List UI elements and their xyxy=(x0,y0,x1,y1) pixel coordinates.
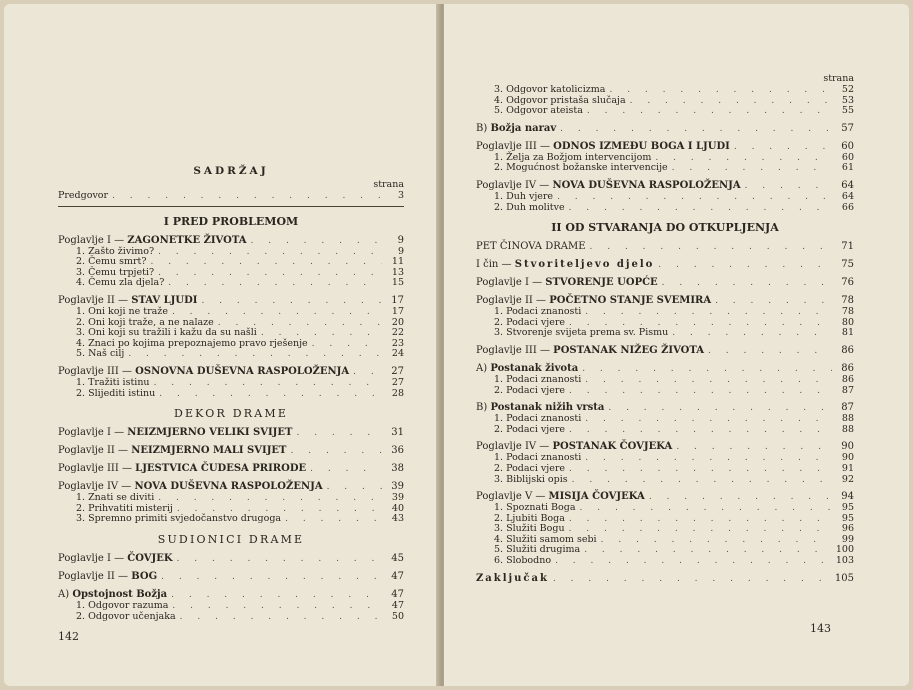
dot-leader xyxy=(585,453,832,464)
toc-subentry xyxy=(476,328,854,339)
entry-prefix: Poglavlje I — xyxy=(58,552,128,564)
entry-title: 1. Znati se diviti xyxy=(76,492,155,504)
entry-title: 5. Odgovor ateista xyxy=(494,105,583,117)
entry-label xyxy=(476,258,654,271)
entry-page-number: 78 xyxy=(841,295,854,307)
toc-entry xyxy=(58,462,404,475)
entry-page-number: 36 xyxy=(391,445,404,457)
entry-page-number: 60 xyxy=(841,151,854,163)
entry-title: 1. Duh vjere xyxy=(494,190,554,202)
entry-page-number: 23 xyxy=(391,337,404,349)
entry-prefix: Poglavlje I — xyxy=(58,427,128,439)
entry-page-number: 78 xyxy=(841,306,854,318)
dot-leader xyxy=(180,612,382,623)
toc-subentry xyxy=(476,475,854,486)
entry-page-number: 47 xyxy=(391,588,404,600)
entry-label xyxy=(58,444,287,457)
entry-title: OSNOVNA DUŠEVNA RASPOLOŽENJA xyxy=(135,365,350,377)
entry-prefix: I čin — xyxy=(476,259,515,271)
entry-page-number: 20 xyxy=(391,316,404,328)
entry-title: 1. Tražiti istinu xyxy=(76,376,150,388)
dot-leader xyxy=(161,571,382,584)
dot-leader xyxy=(580,503,832,514)
entry-page-number: 88 xyxy=(841,413,854,425)
entry-title: POSTANAK NIŽEG ŽIVOTA xyxy=(553,344,705,356)
entry-page-number: 88 xyxy=(841,423,854,435)
entry-page-number: 100 xyxy=(835,544,854,556)
entry-page-number: 22 xyxy=(391,327,404,339)
entry-page-number: 86 xyxy=(841,344,854,356)
toc-left-column xyxy=(58,164,404,622)
toc-entry xyxy=(476,240,854,253)
entry-label xyxy=(476,475,568,486)
entry-title: 2. Ljubiti Boga xyxy=(494,512,565,524)
dot-leader xyxy=(708,345,832,358)
toc-subentry xyxy=(58,612,404,623)
entry-page-number: 99 xyxy=(841,533,854,545)
entry-page-number: 86 xyxy=(841,362,854,374)
dot-leader xyxy=(585,307,832,318)
toc-entry xyxy=(476,276,854,289)
dot-leader xyxy=(572,475,832,486)
entry-page-number: 9 xyxy=(397,245,404,257)
toc-entries-left xyxy=(58,191,404,622)
entry-prefix: A) xyxy=(476,362,491,374)
section-heading: SUDIONICI DRAME xyxy=(157,532,305,546)
entry-page-number: 11 xyxy=(391,256,404,268)
entry-title: ČOVJEK xyxy=(127,552,173,564)
entry-title: 2. Podaci vjere xyxy=(494,316,566,328)
entry-label xyxy=(476,572,549,585)
dot-leader xyxy=(555,556,832,567)
dot-leader xyxy=(585,414,832,425)
dot-leader xyxy=(557,192,832,203)
entry-page-number: 13 xyxy=(391,266,404,278)
entry-page-number: 76 xyxy=(841,277,854,289)
toc-entry xyxy=(58,191,404,202)
entry-prefix: Poglavlje III — xyxy=(58,365,136,377)
entry-title: NEIZMJERNO MALI SVIJET xyxy=(131,445,287,457)
entry-title: 1. Spoznati Boga xyxy=(494,502,576,514)
entry-label xyxy=(58,570,157,583)
entry-label xyxy=(476,276,658,289)
entry-title: 1. Oni koji ne traže xyxy=(76,305,168,317)
entry-page-number: 91 xyxy=(841,462,854,474)
entry-title: 1. Podaci znanosti xyxy=(494,306,582,318)
entry-label xyxy=(58,389,155,400)
entry-page-number: 95 xyxy=(841,512,854,524)
entry-title: Božja narav xyxy=(490,122,557,134)
dot-leader xyxy=(569,386,832,397)
entry-title: 2. Podaci vjere xyxy=(494,462,566,474)
entry-page-number: 95 xyxy=(841,502,854,514)
entry-title: 3. Odgovor katolicizma xyxy=(494,84,606,95)
entry-page-number: 66 xyxy=(841,201,854,213)
entry-page-number: 47 xyxy=(391,570,404,582)
entry-page-number: 61 xyxy=(841,162,854,174)
toc-subentry xyxy=(58,514,404,525)
entry-title: 3. Spremno primiti svjedočanstvo drugoga xyxy=(76,513,282,525)
toc-entry xyxy=(476,572,854,585)
entry-prefix: B) xyxy=(476,402,491,414)
entry-title: Stvoriteljevo djelo xyxy=(514,259,655,271)
toc-subentry xyxy=(476,386,854,397)
entry-title: NOVA DUŠEVNA RASPOLOŽENJA xyxy=(552,179,741,191)
entry-prefix: A) xyxy=(58,588,73,600)
dot-leader xyxy=(150,257,382,268)
dot-leader xyxy=(569,524,832,535)
entry-prefix: Poglavlje III — xyxy=(58,463,136,475)
right-page xyxy=(444,4,909,686)
entry-page-number: 64 xyxy=(841,190,854,202)
entry-title: Predgovor xyxy=(58,190,109,201)
toc-subentry xyxy=(58,389,404,400)
entry-page-number: 27 xyxy=(391,365,404,377)
dot-leader xyxy=(172,601,382,612)
entry-title: ODNOS IZMEĐU BOGA I LJUDI xyxy=(553,140,730,152)
entry-title: 2. Slijediti istinu xyxy=(76,387,156,399)
toc-subentry xyxy=(58,349,404,360)
entry-page-number: 31 xyxy=(391,427,404,439)
entry-title: 2. Podaci vjere xyxy=(494,384,566,396)
entry-label xyxy=(476,328,668,339)
entry-page-number: 71 xyxy=(841,241,854,253)
dot-leader xyxy=(310,463,382,476)
entry-page-number: 28 xyxy=(391,387,404,399)
entry-prefix: Poglavlje V — xyxy=(476,491,549,503)
entry-page-number: 9 xyxy=(397,234,404,246)
dot-leader xyxy=(569,464,832,475)
entry-page-number: 81 xyxy=(841,327,854,339)
entry-prefix: Poglavlje IV — xyxy=(476,441,553,453)
dot-leader xyxy=(291,445,383,458)
entry-page-number: 52 xyxy=(841,84,854,95)
dot-leader xyxy=(177,553,382,566)
entry-page-number: 45 xyxy=(391,552,404,564)
entry-label xyxy=(476,240,586,253)
dot-leader xyxy=(609,85,832,96)
toc-right-column xyxy=(476,72,854,585)
entry-title: PET ČINOVA DRAME xyxy=(476,241,586,253)
entry-title: 5. Služiti drugima xyxy=(494,544,581,556)
dot-leader xyxy=(553,573,831,586)
entry-title: Opstojnost Božja xyxy=(72,588,168,600)
entry-page-number: 38 xyxy=(391,463,404,475)
dot-leader xyxy=(154,378,382,389)
entry-title: 1. Podaci znanosti xyxy=(494,413,582,425)
entry-page-number: 90 xyxy=(841,441,854,453)
dot-leader xyxy=(569,425,832,436)
entry-label xyxy=(58,612,176,623)
entry-label xyxy=(58,349,124,360)
dot-leader xyxy=(128,349,382,360)
entry-title: 2. Odgovor učenjaka xyxy=(76,610,176,622)
entry-title: 3. Stvorenje svijeta prema sv. Pismu xyxy=(494,327,669,339)
dot-leader xyxy=(158,493,382,504)
dot-leader xyxy=(560,123,832,136)
dot-leader xyxy=(587,106,832,117)
entry-title: MISIJA ČOVJEKA xyxy=(548,491,645,503)
entry-prefix: Poglavlje II — xyxy=(58,570,132,582)
section-heading: DEKOR DRAME xyxy=(173,407,289,421)
entry-prefix: Poglavlje II — xyxy=(58,445,132,457)
entry-prefix: B) xyxy=(476,122,491,134)
entry-label xyxy=(476,556,551,567)
entry-label xyxy=(58,426,292,439)
entry-title: 4. Čemu zla djela? xyxy=(76,277,165,289)
entry-title: 5. Naš cilj xyxy=(76,348,125,360)
toc-subentry xyxy=(58,278,404,289)
entry-title: 3. Biblijski opis xyxy=(494,473,568,485)
entry-title: 2. Duh molitve xyxy=(494,201,565,213)
entry-label xyxy=(58,552,173,565)
entry-prefix: Poglavlje III — xyxy=(476,344,554,356)
dot-leader xyxy=(158,268,382,279)
entry-prefix: Poglavlje IV — xyxy=(58,481,135,493)
entry-prefix: Poglavlje III — xyxy=(476,140,554,152)
entry-page-number: 17 xyxy=(391,305,404,317)
toc-subentry xyxy=(476,425,854,436)
entry-title: 1. Zašto živimo? xyxy=(76,245,155,257)
toc-title: SADRŽAJ xyxy=(193,165,269,177)
entry-page-number: 92 xyxy=(841,473,854,485)
entry-page-number: 57 xyxy=(841,122,854,134)
section-heading: II OD STVARANJA DO OTKUPLJENJA xyxy=(551,221,779,235)
toc-entry xyxy=(58,444,404,457)
toc-entry xyxy=(58,426,404,439)
dot-leader xyxy=(658,259,832,272)
entry-label xyxy=(476,386,565,397)
dot-leader xyxy=(662,277,832,290)
entry-page-number: 94 xyxy=(841,491,854,503)
entry-label xyxy=(58,514,281,525)
dot-leader xyxy=(655,153,832,164)
entry-label xyxy=(476,203,565,214)
entry-page-number: 40 xyxy=(391,502,404,514)
entry-title: 2. Podaci vjere xyxy=(494,423,566,435)
dot-leader xyxy=(584,545,832,556)
entry-title: 3. Čemu trpjeti? xyxy=(76,266,155,278)
entry-page-number: 105 xyxy=(834,572,854,584)
dot-leader xyxy=(569,203,832,214)
entry-title: POČETNO STANJE SVEMIRA xyxy=(549,295,712,307)
entry-label xyxy=(58,278,164,289)
entry-label xyxy=(476,344,704,357)
entry-prefix: Poglavlje II — xyxy=(58,294,132,306)
dot-leader xyxy=(601,535,832,546)
toc-subentry xyxy=(476,556,854,567)
entry-prefix: Poglavlje IV — xyxy=(476,179,553,191)
entry-title: Zaključak xyxy=(476,572,549,584)
entry-page-number: 50 xyxy=(391,610,404,622)
entry-page-number: 64 xyxy=(841,179,854,191)
toc-subentry xyxy=(476,163,854,174)
toc-subentry xyxy=(476,106,854,117)
toc-entry xyxy=(476,344,854,357)
entry-title: BOG xyxy=(131,570,158,582)
entry-label xyxy=(58,462,306,475)
section-heading: I PRED PROBLEMOM xyxy=(163,214,299,228)
entry-label xyxy=(58,191,108,202)
entry-page-number: 86 xyxy=(841,373,854,385)
entry-title: 3. Oni koji su tražili i kažu da su našli xyxy=(76,327,257,339)
entry-page-number: 39 xyxy=(391,492,404,504)
entry-title: 6. Slobodno xyxy=(494,555,552,567)
dot-leader xyxy=(312,339,382,350)
dot-leader xyxy=(590,241,832,254)
entry-title: ZAGONETKE ŽIVOTA xyxy=(127,234,247,246)
entry-title: Postanak života xyxy=(490,362,579,374)
entry-page-number: 80 xyxy=(841,316,854,328)
dot-leader xyxy=(168,278,382,289)
entry-title: Postanak nižih vrsta xyxy=(490,402,605,414)
entry-title: POSTANAK ČOVJEKA xyxy=(552,441,673,453)
entry-title: LJESTVICA ČUDESA PRIRODE xyxy=(135,463,307,475)
dot-leader xyxy=(159,389,382,400)
toc-entry xyxy=(58,552,404,565)
divider xyxy=(58,206,404,207)
toc-subentry xyxy=(476,203,854,214)
entry-label xyxy=(476,106,583,117)
entry-page-number: 3 xyxy=(397,190,404,201)
entry-label xyxy=(476,425,565,436)
entry-title: NEIZMJERNO VELIKI SVIJET xyxy=(127,427,293,439)
toc-entries-right xyxy=(476,85,854,585)
entry-title: 2. Prihvatiti misterij xyxy=(76,502,173,514)
entry-title: 4. Znaci po kojima prepoznajemo pravo rješenje xyxy=(76,337,308,349)
entry-page-number: 53 xyxy=(841,94,854,106)
entry-title: 2. Čemu smrt? xyxy=(76,256,147,268)
left-page xyxy=(4,4,440,686)
page-number-right: 143 xyxy=(810,622,831,635)
dot-leader xyxy=(158,247,382,258)
entry-page-number: 55 xyxy=(841,105,854,117)
entry-page-number: 39 xyxy=(391,481,404,493)
entry-title: 1. Želja za Božjom intervencijom xyxy=(494,151,652,163)
entry-title: 1. Odgovor razuma xyxy=(76,599,169,611)
dot-leader xyxy=(630,96,832,107)
entry-prefix: Poglavlje I — xyxy=(476,277,546,289)
entry-page-number: 87 xyxy=(841,402,854,414)
entry-page-number: 15 xyxy=(391,277,404,289)
entry-title: STVORENJE UOPĆE xyxy=(545,277,658,289)
entry-page-number: 24 xyxy=(391,348,404,360)
strana-label-left: strana xyxy=(373,179,404,190)
page-number-left: 142 xyxy=(58,630,79,643)
entry-page-number: 17 xyxy=(391,294,404,306)
entry-title: 3. Služiti Bogu xyxy=(494,523,565,535)
entry-title: 4. Odgovor pristaša slučaja xyxy=(494,94,626,106)
dot-leader xyxy=(672,163,832,174)
dot-leader xyxy=(569,514,832,525)
toc-entry xyxy=(58,570,404,583)
entry-page-number: 75 xyxy=(841,259,854,271)
dot-leader xyxy=(285,514,382,525)
entry-page-number: 90 xyxy=(841,452,854,464)
entry-page-number: 103 xyxy=(835,555,854,567)
entry-page-number: 47 xyxy=(391,599,404,611)
entry-title: 1. Podaci znanosti xyxy=(494,452,582,464)
strana-label-right: strana xyxy=(823,73,854,84)
entry-label xyxy=(476,163,668,174)
entry-title: 1. Podaci znanosti xyxy=(494,373,582,385)
toc-entry xyxy=(476,122,854,135)
entry-prefix: Poglavlje II — xyxy=(476,295,550,307)
entry-page-number: 27 xyxy=(391,376,404,388)
entry-title: 2. Mogućnost božanske intervencije xyxy=(494,162,668,174)
dot-leader xyxy=(585,375,832,386)
dot-leader xyxy=(296,427,382,440)
entry-page-number: 87 xyxy=(841,384,854,396)
entry-prefix: Poglavlje I — xyxy=(58,234,128,246)
entry-label xyxy=(476,122,556,135)
entry-title: 2. Oni koji traže, a ne nalaze xyxy=(76,316,214,328)
entry-title: NOVA DUŠEVNA RASPOLOŽENJA xyxy=(134,481,323,493)
entry-page-number: 96 xyxy=(841,523,854,535)
entry-page-number: 43 xyxy=(391,513,404,525)
entry-title: 4. Služiti samom sebi xyxy=(494,533,597,545)
entry-title: STAV LJUDI xyxy=(131,294,198,306)
dot-leader xyxy=(112,191,382,202)
dot-leader xyxy=(672,328,832,339)
entry-page-number: 60 xyxy=(841,140,854,152)
toc-entry xyxy=(476,258,854,271)
